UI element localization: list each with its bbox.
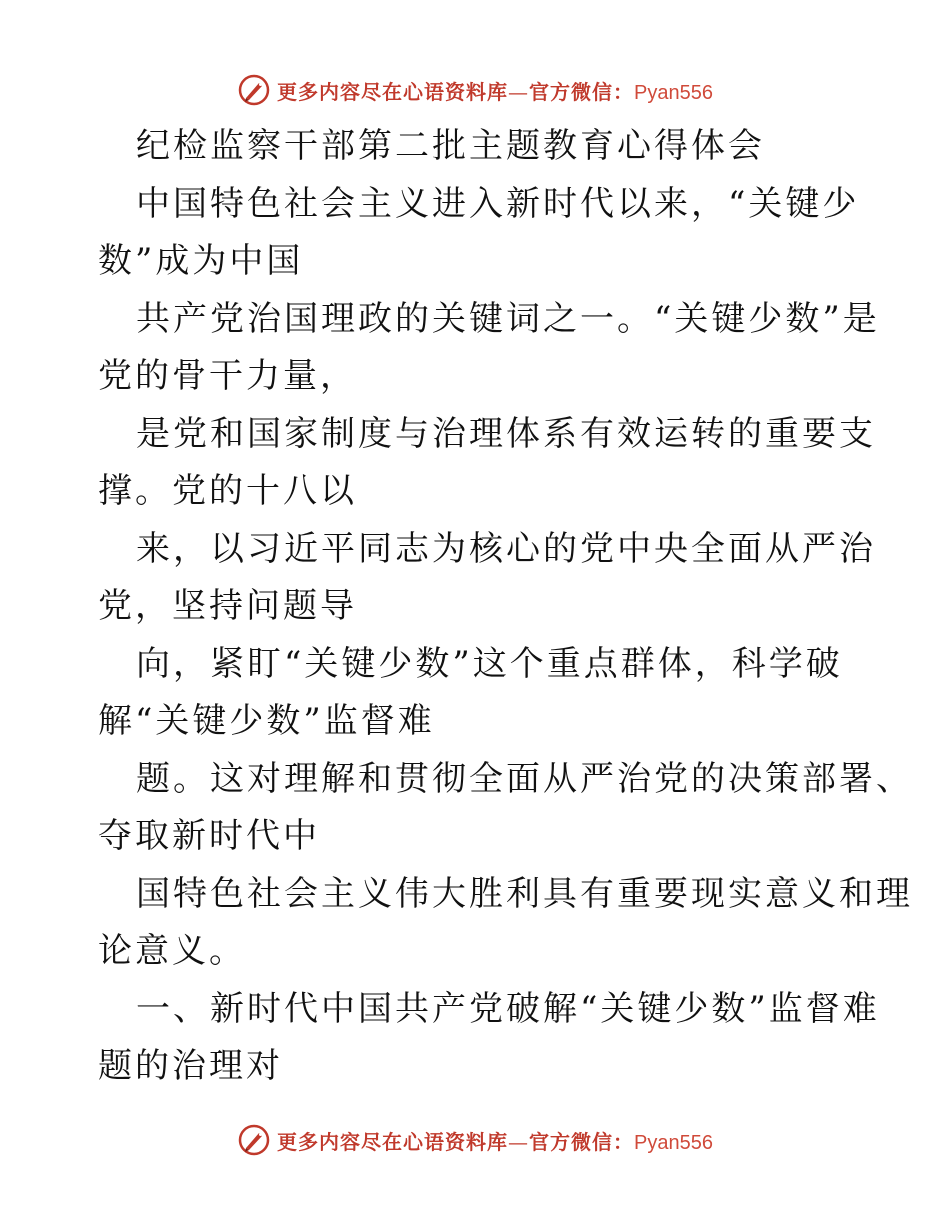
banner-wechat-id: Pyan556 [634, 81, 713, 104]
text-line: 中国特色社会主义进入新时代以来，“关键少 [136, 183, 860, 224]
banner-site-text: 更多内容尽在心语资料库 [277, 1129, 509, 1154]
banner-wechat-label: 官方微信： [529, 1129, 635, 1154]
text-line: 向，紧盯“关键少数”这个重点群体，科学破 [136, 643, 843, 684]
text-line: 国特色社会主义伟大胜利具有重要现实意义和理 [136, 873, 913, 914]
text-line: 来，以习近平同志为核心的党中央全面从严治 [136, 528, 876, 569]
banner-site-text: 更多内容尽在心语资料库 [277, 79, 509, 104]
text-line: 论意义。 [98, 931, 246, 971]
footer-banner [0, 1120, 950, 1160]
document-body [98, 118, 913, 1096]
text-line: 题。这对理解和贯彻全面从严治党的决策部署、 [136, 758, 913, 799]
text-line: 夺取新时代中 [98, 816, 320, 856]
text-line: 题的治理对 [98, 1046, 283, 1086]
banner-dash: — [508, 79, 530, 104]
header-banner [0, 70, 950, 110]
pen-logo-icon [237, 73, 271, 107]
text-line: 是党和国家制度与治理体系有效运转的重要支 [136, 413, 876, 454]
text-line: 共产党治国理政的关键词之一。“关键少数”是 [136, 298, 880, 339]
pen-logo-icon [237, 1123, 271, 1157]
banner-caption [277, 76, 713, 105]
banner-wechat-label: 官方微信： [529, 79, 635, 104]
text-line: 党，坚持问题导 [98, 586, 357, 626]
banner-dash: — [508, 1129, 530, 1154]
text-line: 数”成为中国 [98, 241, 304, 281]
banner-caption [277, 1126, 713, 1155]
section-heading: 一、新时代中国共产党破解“关键少数”监督难 [136, 988, 880, 1029]
text-line: 党的骨干力量， [98, 356, 357, 396]
text-line: 解“关键少数”监督难 [98, 701, 435, 741]
banner-wechat-id: Pyan556 [634, 1131, 713, 1154]
text-line: 撑。党的十八以 [98, 471, 357, 511]
document-title: 纪检监察干部第二批主题教育心得体会 [136, 126, 765, 166]
